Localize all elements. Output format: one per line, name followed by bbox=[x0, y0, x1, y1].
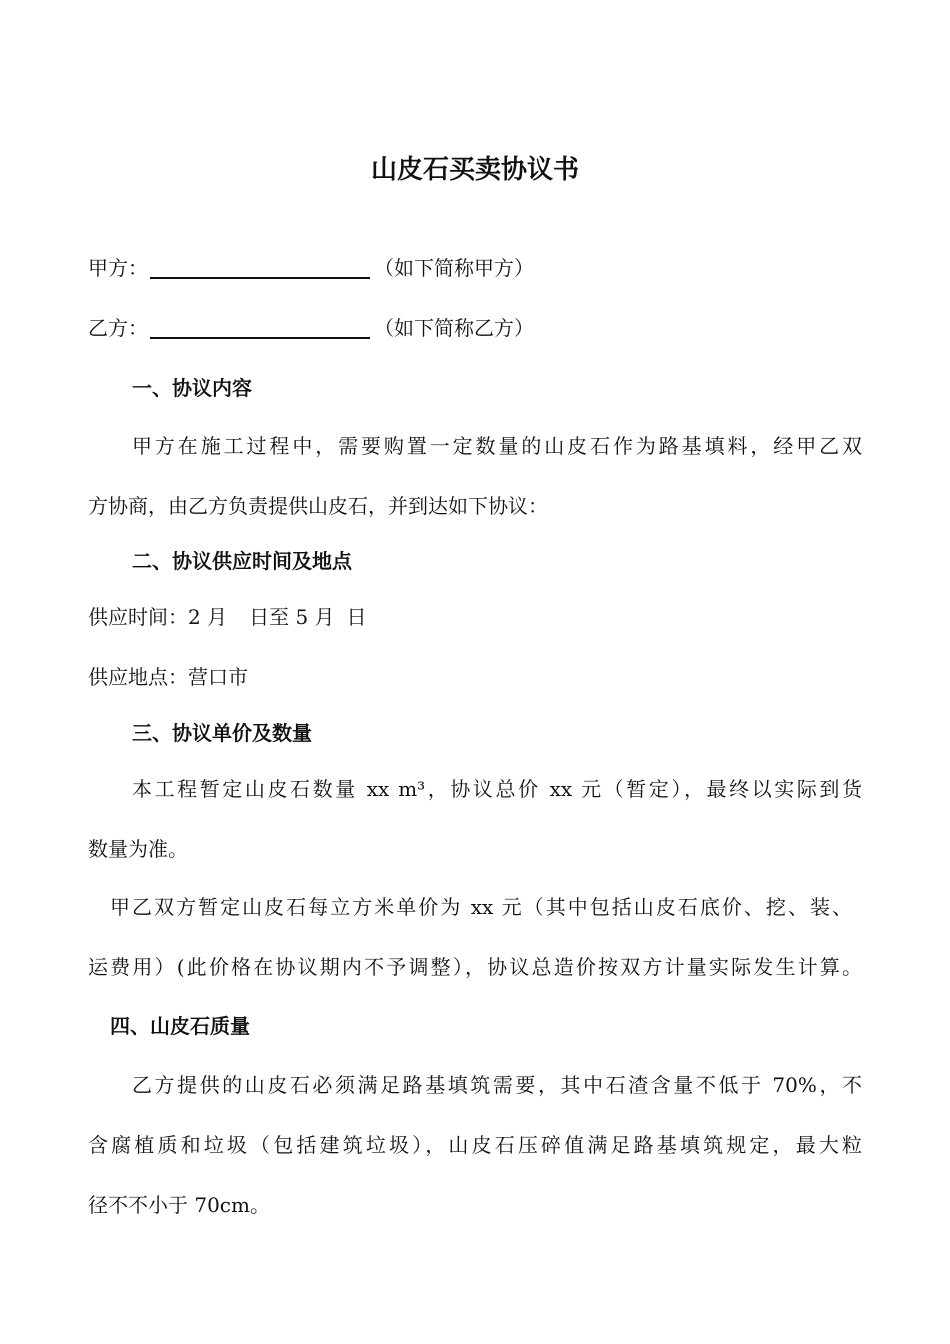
supply-time-middle: 日至 5 月 bbox=[249, 605, 335, 629]
supply-time-start-month: 2 月 bbox=[188, 605, 228, 629]
party-a-blank-field[interactable] bbox=[150, 255, 370, 279]
party-b-blank-field[interactable] bbox=[150, 315, 370, 339]
section-3-paragraph-2-line-1: 甲乙双方暂定山皮石每立方米单价为 xx 元（其中包括山皮石底价、挖、装、 bbox=[110, 895, 852, 919]
party-b-line bbox=[88, 314, 534, 342]
party-b-suffix: （如下简称乙方） bbox=[374, 316, 534, 340]
supply-place-line: 供应地点：营口市 bbox=[88, 665, 248, 689]
supply-time-label: 供应时间： bbox=[88, 605, 188, 629]
supply-time-end-day: 日 bbox=[346, 605, 367, 629]
section-2-heading: 二、协议供应时间及地点 bbox=[132, 549, 352, 573]
section-3-paragraph-1-line-1: 本工程暂定山皮石数量 xx m³，协议总价 xx 元（暂定），最终以实际到货 bbox=[132, 777, 862, 801]
section-3-heading: 三、协议单价及数量 bbox=[132, 721, 312, 745]
section-4-paragraph-line-2: 含腐植质和垃圾（包括建筑垃圾），山皮石压碎值满足路基填筑规定，最大粒 bbox=[88, 1133, 862, 1157]
section-1-paragraph-line-2: 方协商，由乙方负责提供山皮石，并到达如下协议： bbox=[88, 494, 548, 518]
party-a-line bbox=[88, 254, 534, 282]
party-a-label: 甲方： bbox=[88, 256, 148, 280]
section-1-paragraph-line-1: 甲方在施工过程中，需要购置一定数量的山皮石作为路基填料，经甲乙双 bbox=[132, 434, 862, 458]
party-a-suffix: （如下简称甲方） bbox=[374, 256, 534, 280]
section-4-paragraph-line-1: 乙方提供的山皮石必须满足路基填筑需要，其中石渣含量不低于 70%，不 bbox=[132, 1073, 862, 1097]
section-4-paragraph-line-3: 径不不小于 70cm。 bbox=[88, 1193, 270, 1217]
section-1-heading: 一、协议内容 bbox=[132, 376, 252, 400]
party-b-label: 乙方： bbox=[88, 316, 148, 340]
section-4-heading: 四、山皮石质量 bbox=[110, 1014, 250, 1038]
section-3-paragraph-2-line-2: 运费用）(此价格在协议期内不予调整），协议总造价按双方计量实际发生计算。 bbox=[88, 955, 862, 979]
section-3-paragraph-1-line-2: 数量为准。 bbox=[88, 837, 188, 861]
supply-time-line bbox=[88, 603, 367, 631]
document-title: 山皮石买卖协议书 bbox=[370, 155, 579, 185]
